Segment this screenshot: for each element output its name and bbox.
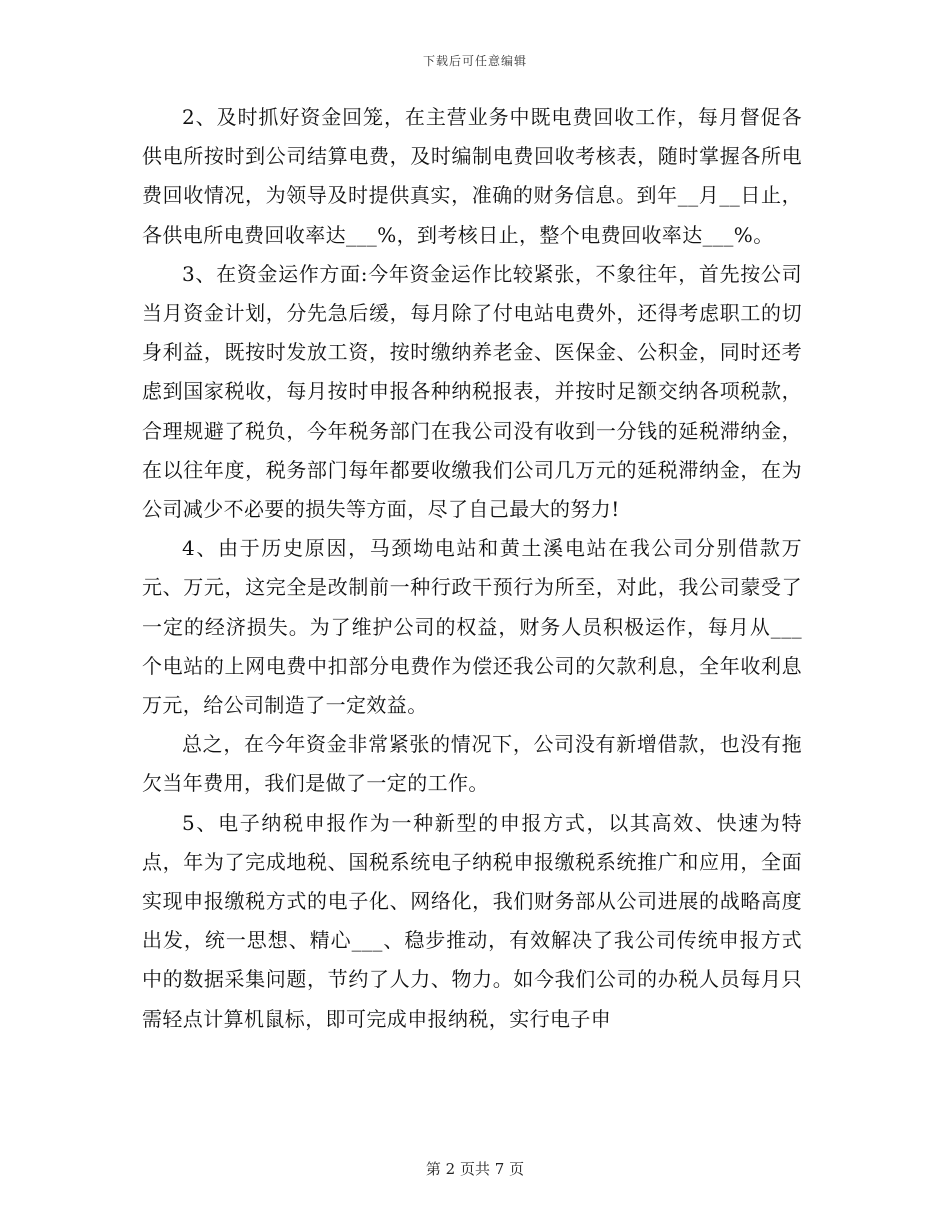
paragraph-summary: 总之，在今年资金非常紧张的情况下，公司没有新增借款，也没有拖欠当年费用，我们是做了一定的工作。 xyxy=(142,732,802,796)
page-header-note: 下载后可任意编辑 xyxy=(422,54,527,68)
document-body xyxy=(142,98,802,1039)
paragraph-item-3: 3、在资金运作方面:今年资金运作比较紧张，不象往年，首先按公司当月资金计划，分先急后缓，每月除了付电站电费外，还得考虑职工的切身利益，既按时发放工资，按时缴纳养老金、医保金、公积金，同时还考虑到国家税收，每月按时申报各种纳税报表，并按时足额交纳各项税款，合理规避了税负，今年税务部门在我公司没有收到一分钱的延税滞纳金，在以往年度，税务部门每年都要收缴我们公司几万元的延税滞纳金，在为公司减少不必要的损失等方面，尽了自己最大的努力! xyxy=(142,261,802,522)
paragraph-item-5: 5、电子纳税申报作为一种新型的申报方式，以其高效、快速为特点，年为了完成地税、国税系统电子纳税申报缴税系统推广和应用，全面实现申报缴税方式的电子化、网络化，我们财务部从公司进展的战略高度出发，统一思想、精心___、稳步推动，有效解决了我公司传统申报方式中的数据采集问题，节约了人力、物力。如今我们公司的办税人员每月只需轻点计算机鼠标，即可完成申报纳税，实行电子申 xyxy=(142,810,802,1031)
paragraph-item-2: 2、及时抓好资金回笼，在主营业务中既电费回收工作，每月督促各供电所按时到公司结算电费，及时编制电费回收考核表，随时掌握各所电费回收情况，为领导及时提供真实，准确的财务信息。到年__月__日止，各供电所电费回收率达___%，到考核日止，整个电费回收率达___%。 xyxy=(142,105,802,247)
paragraph-item-4: 4、由于历史原因，马颈坳电站和黄土溪电站在我公司分别借款万元、万元，这完全是改制前一种行政干预行为所至，对此，我公司蒙受了一定的经济损失。为了维护公司的权益，财务人员积极运作，每月从___个电站的上网电费中扣部分电费作为偿还我公司的欠款利息，全年收利息万元，给公司制造了一定效益。 xyxy=(142,536,802,718)
page-number: 第 2 页共 7 页 xyxy=(425,1160,525,1178)
